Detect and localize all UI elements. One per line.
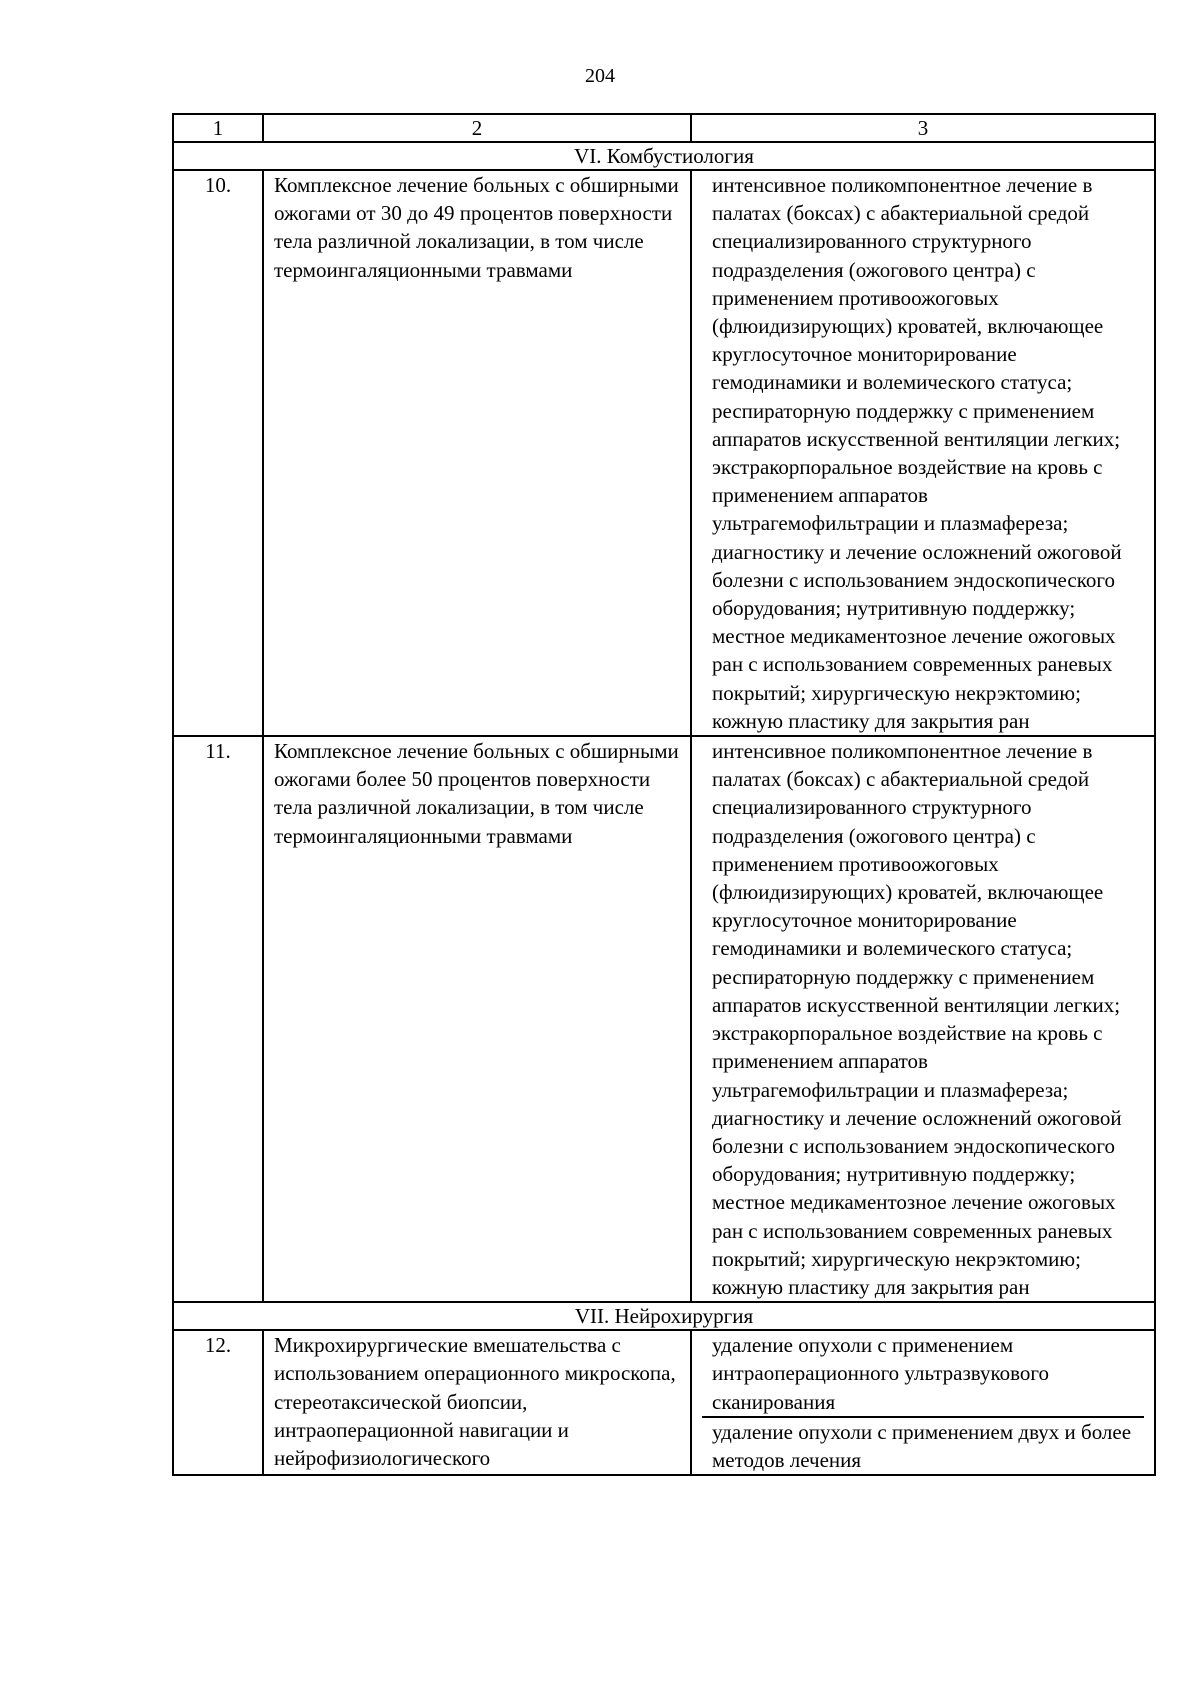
method-item: удаление опухоли с применением двух и более методов лечения <box>702 1416 1144 1474</box>
row-number: 10. <box>173 170 263 736</box>
table-row <box>173 736 1155 1302</box>
row-methods <box>691 1330 1155 1475</box>
table-row <box>173 1330 1155 1475</box>
method-item: интенсивное поликомпонентное лечение в палатах (боксах) с абактериальной средой специализированного структурного подразделения (ожогового центра) с применением противоожоговых (флюидизирующих) кроватей, включающее круглосуточное мониторирование гемодинамики и волемического статуса; респираторную поддержку с применением аппаратов искусственной вентиляции легких; экстракорпоральное воздействие на кровь с применением аппаратов ультрагемофильтрации и плазмафереза; диагностику и лечение осложнений ожоговой болезни с использованием эндоскопического оборудования; нутритивную поддержку; местное медикаментозное лечение ожоговых ран с использованием современных раневых покрытий; хирургическую некрэктомию; кожную пластику для закрытия ран <box>712 173 1122 733</box>
column-header-1: 1 <box>173 114 263 142</box>
table-row <box>173 170 1155 736</box>
row-number: 11. <box>173 736 263 1302</box>
column-header-3: 3 <box>691 114 1155 142</box>
services-table <box>172 113 1156 1476</box>
page-number: 204 <box>585 65 615 87</box>
section-row <box>173 142 1155 170</box>
row-number: 12. <box>173 1330 263 1475</box>
row-methods <box>691 736 1155 1302</box>
section-title: VI. Комбустиология <box>173 142 1155 170</box>
method-item: удаление опухоли с применением интраоперационного ультразвукового сканирования <box>712 1333 1049 1414</box>
row-methods <box>691 170 1155 736</box>
row-description: Микрохирургические вмешательства с использованием операционного микроскопа, стереотаксической биопсии, интраоперационной навигации и нейрофизиологического <box>263 1330 691 1475</box>
row-description: Комплексное лечение больных с обширными ожогами более 50 процентов поверхности тела различной локализации, в том числе термоингаляционными травмами <box>263 736 691 1302</box>
row-description: Комплексное лечение больных с обширными ожогами от 30 до 49 процентов поверхности тела различной локализации, в том числе термоингаляционными травмами <box>263 170 691 736</box>
section-title: VII. Нейрохирургия <box>173 1302 1155 1330</box>
table-header-row <box>173 114 1155 142</box>
section-row <box>173 1302 1155 1330</box>
column-header-2: 2 <box>263 114 691 142</box>
method-item: интенсивное поликомпонентное лечение в палатах (боксах) с абактериальной средой специализированного структурного подразделения (ожогового центра) с применением противоожоговых (флюидизирующих) кроватей, включающее круглосуточное мониторирование гемодинамики и волемического статуса; респираторную поддержку с применением аппаратов искусственной вентиляции легких; экстракорпоральное воздействие на кровь с применением аппаратов ультрагемофильтрации и плазмафереза; диагностику и лечение осложнений ожоговой болезни с использованием эндоскопического оборудования; нутритивную поддержку; местное медикаментозное лечение ожоговых ран с использованием современных раневых покрытий; хирургическую некрэктомию; кожную пластику для закрытия ран <box>712 739 1122 1299</box>
